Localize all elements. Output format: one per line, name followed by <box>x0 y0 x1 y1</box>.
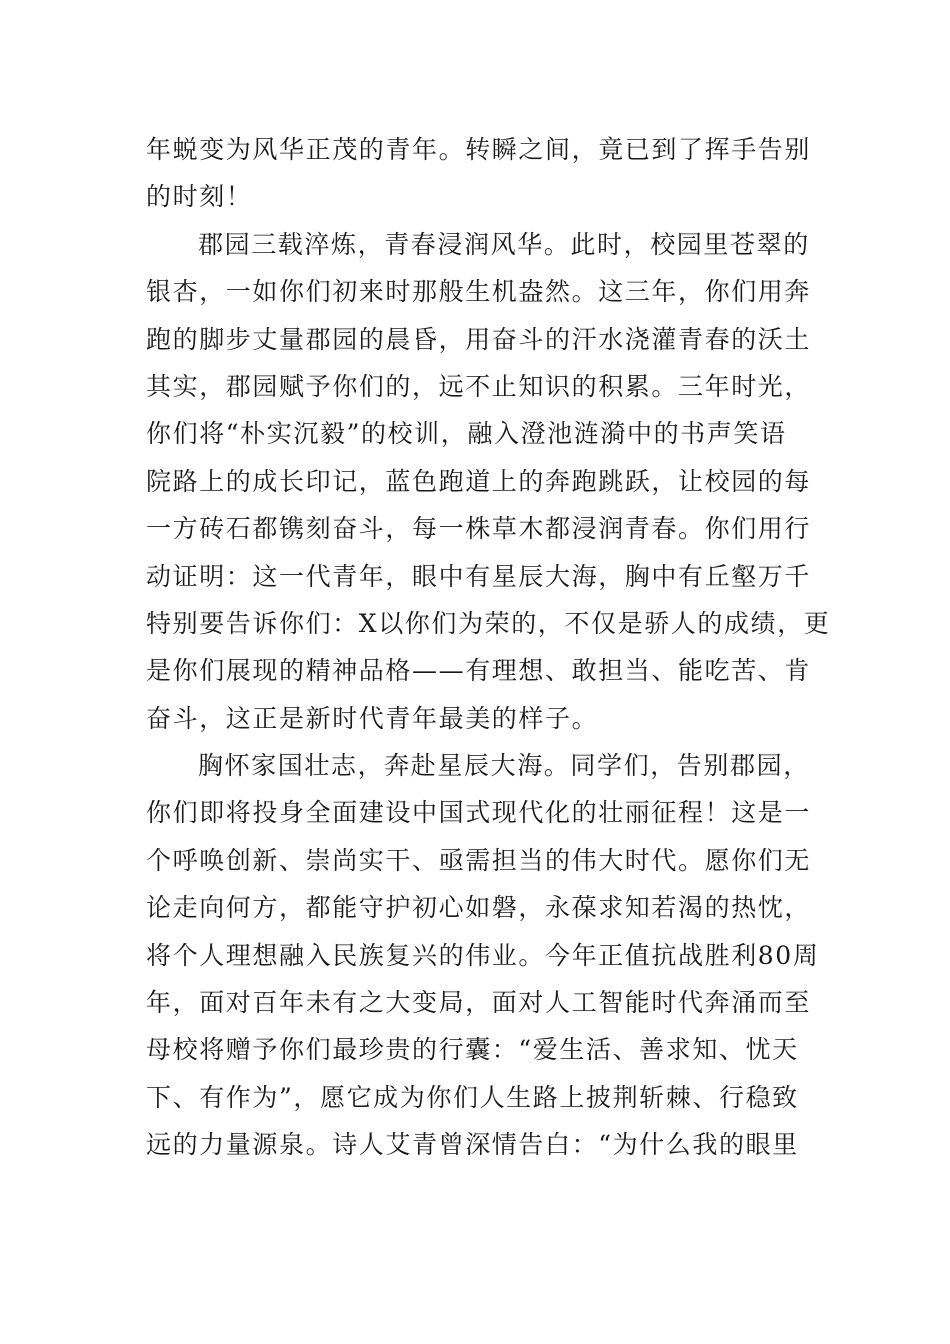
text-line: 特别要告诉你们：X以你们为荣的，不仅是骄人的成绩，更 <box>146 608 831 638</box>
text-line: 奋斗，这正是新时代青年最美的样子。 <box>146 703 599 733</box>
text-line: 跑的脚步丈量郡园的晨昏，用奋斗的汗水浇灌青春的沃土 <box>146 324 812 354</box>
text-line: 年蜕变为风华正茂的青年。转瞬之间，竟已到了挥手告别 <box>146 135 812 164</box>
text-line: 其实，郡园赋予你们的，远不止知识的积累。三年时光， <box>146 371 812 401</box>
text-line: 你们即将投身全面建设中国式现代化的壮丽征程！这是一 <box>146 798 812 828</box>
text-line: 将个人理想融入民族复兴的伟业。今年正值抗战胜利80周 <box>146 940 820 970</box>
text-line: 年，面对百年未有之大变局，面对人工智能时代奔涌而至 <box>146 988 812 1018</box>
text-line: 银杏，一如你们初来时那般生机盎然。这三年，你们用奔 <box>146 277 812 307</box>
text-line: 动证明：这一代青年，眼中有星辰大海，胸中有丘壑万千 <box>146 561 812 591</box>
text-line: 个呼唤创新、崇尚实干、亟需担当的伟大时代。愿你们无 <box>146 845 812 875</box>
text-line: 院路上的成长印记，蓝色跑道上的奔跑跳跃，让校园的每 <box>146 466 812 496</box>
text-line: 论走向何方，都能守护初心如磐，永葆求知若渴的热忱， <box>146 893 812 923</box>
paragraph-start-line: 胸怀家国壮志，奔赴星辰大海。同学们，告别郡园， <box>198 751 810 781</box>
text-line: 母校将赠予你们最珍贵的行囊：“爱生活、善求知、忧天 <box>146 1035 799 1065</box>
text-line: 是你们展现的精神品格——有理想、敢担当、能吃苦、肯 <box>146 656 812 686</box>
text-line: 一方砖石都镌刻奋斗，每一株草木都浸润青春。你们用行 <box>146 514 812 544</box>
text-line: 的时刻！ <box>146 182 253 212</box>
text-line: 你们将“朴实沉毅”的校训，融入澄池涟漪中的书声笑语 <box>146 419 787 449</box>
paragraph-start-line: 郡园三载淬炼，青春浸润风华。此时，校园里苍翠的 <box>198 229 810 259</box>
text-line: 远的力量源泉。诗人艾青曾深情告白：“为什么我的眼里 <box>146 1130 799 1160</box>
text-line: 下、有作为”，愿它成为你们人生路上披荆斩棘、行稳致 <box>146 1082 799 1112</box>
document-body <box>146 126 831 1169</box>
